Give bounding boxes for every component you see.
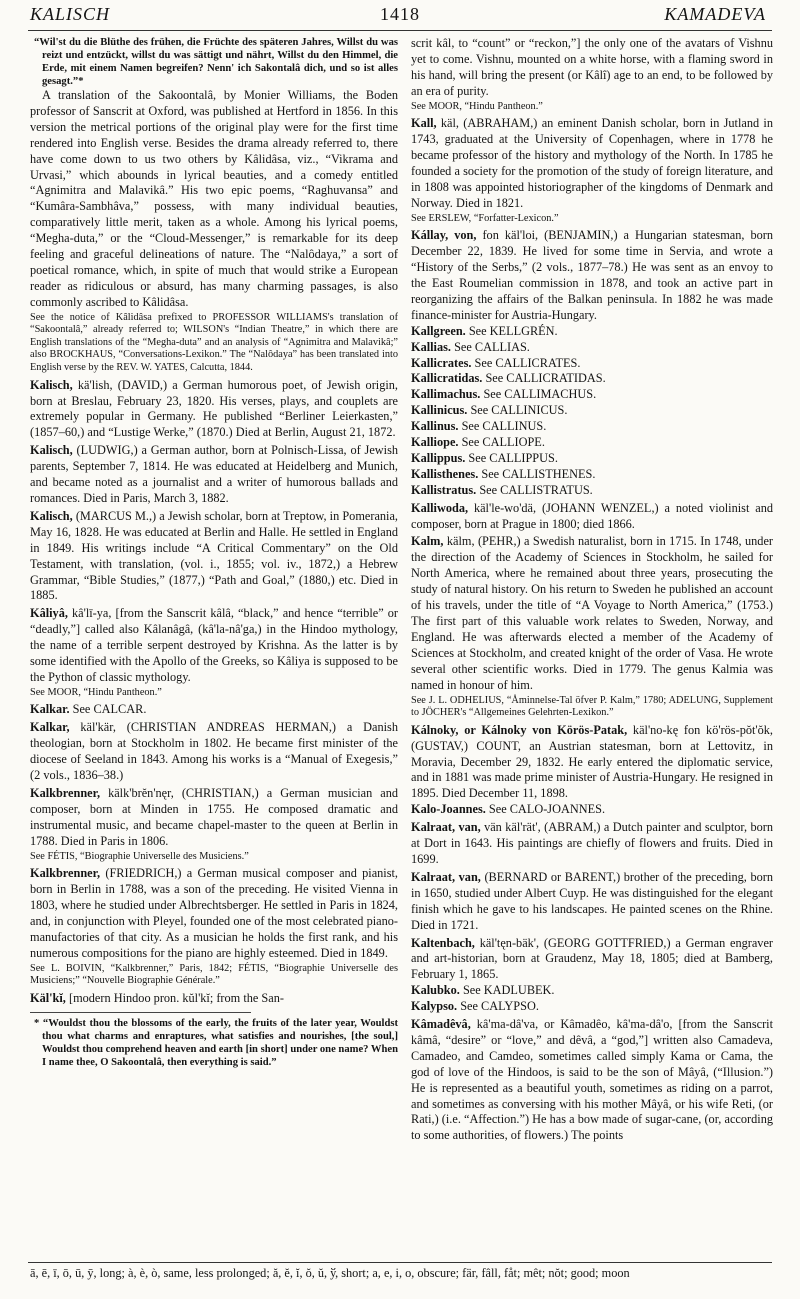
entry-text: [modern Hindoo pron. kŭl'kĭ; from the San- [68,990,284,1005]
entry-text: See CALLICRATIDAS. [485,371,606,386]
entry-text: “Wil'st du die Blüthe des frühen, die Früchte des späteren Jahres, Willst du was reizt und entzückt, willst du was sättigt und nährt, Willst du den Himmel, die Erde, mit einem Namen begreifen? Nenn' ich Sakontalâ dich, und so ist alles gesagt.”* [34,37,398,87]
dictionary-entry [411,802,773,818]
dictionary-entry [411,435,773,451]
entry-headword: Kalliope. [411,435,459,450]
entry-headword: Kalkar. [30,702,70,717]
entry-headword: Kalisch, [30,443,73,458]
entry-headword: Kalkbrenner, [30,866,101,881]
dictionary-entry [30,786,398,850]
dictionary-entry [411,116,773,211]
verse-quote [30,36,398,88]
entry-text: See CALLIAS. [454,339,530,354]
entry-headword: Kalubko. [411,983,460,998]
entry-text: See FÉTIS, “Biographie Universelle des Musiciens.” [30,850,249,862]
header-rule [28,30,772,31]
page-number: 1418 [380,4,420,24]
pronunciation-key: ā, ē, ī, ō, ū, ȳ, long; à, è, ò, same, less prolonged; ă, ĕ, ĭ, ŏ, ŭ, ў, short; a, e, i, o, obscure; fär, fâll, fåt; mêt; nŏt; good; moon [30,1266,630,1280]
entry-text: See CALO-JOANNES. [488,802,606,817]
running-header [30,4,770,30]
entry-headword: Kállay, von, [411,228,477,243]
dictionary-entry [411,820,773,868]
entry-text: See the notice of Kâlidâsa prefixed to PROFESSOR WILLIAMS's translation of “Sakoontalâ,” already referred to; WILSON's “Indian Theatre,” in which there are English translations of the “Megha-duta” and an analysis of “Agnimitra and Malavikâ;” also BROCKHAUS, “Conversations-Lexikon.” The “Nalôdaya” has been translated into English verse by the REV. W. YATES, Calcutta, 1844. [30,311,398,374]
footer-rule [28,1262,772,1263]
dictionary-entry [30,866,398,961]
entry-text: scrit kâl, to “count” or “reckon,”] the only one of the avatars of Vishnu yet to come. Vishnu, mounted on a white horse, with a flaming sword in his hand, will bring the present (or Kâlî) age to an end, to be followed by an era of purity. [411,36,773,98]
dictionary-entry [411,467,773,483]
dictionary-entry [411,723,773,803]
reference-note [30,963,398,988]
entry-headword: Kallicrates. [411,355,472,370]
entry-text: See J. L. ODHELIUS, “Åminnelse-Tal öfver P. Kalm,” 1780; ADELUNG, Supplement to JÖCHER's “Allgemeines Gelehrten-Lexikon.” [411,694,773,719]
entry-text: (FRIEDRICH,) a German musical composer and pianist, born in Berlin in 1788, was a son of the preceding. He visited Vienna in 1803, where he studied under Albrechtsberger. He settled in Paris in 1824, and, in conjunction with Pleyel, founded one of the most celebrated piano-manufactories of that city. As a musician he holds the first rank, and his numerous compositions for the piano are highly esteemed. Died in 1849. [30,866,398,960]
entry-text: (LUDWIG,) a German author, born at Polnisch-Lissa, of Jewish parents, September 7, 1814. He was educated at Heidelberg and Munich, and became noted as a journalist and a writer of humorous ballads and romances. Died in Paris, March 3, 1882. [30,443,398,505]
dictionary-entry [411,999,773,1015]
dictionary-entry [411,36,773,100]
entry-text: See KADLUBEK. [462,983,555,998]
entry-text: See CALLIMACHUS. [483,387,597,402]
dictionary-entry [411,483,773,499]
dictionary-entry [411,983,773,999]
dictionary-entry [411,403,773,419]
dictionary-entry [30,991,398,1007]
dictionary-entry [411,534,773,693]
entry-headword: Kalkbrenner, [30,786,101,800]
entry-text: kâ'lī-ya, [from the Sanscrit kâlâ, “black,” and hence “terrible” or “deadly,”] called also Kâlanâgâ, (kâ'la-nâ'ga,) in the Hindoo mythology, the name of a terrible serpent destroyed by Krishna. As the latter is by some identified with the Apollo of the Greeks, so Kâliya is supposed to be the Python of classic mythology. [30,606,398,684]
entry-text: See ERSLEW, “Forfatter-Lexicon.” [411,212,559,224]
entry-text: See CALLINUS. [461,419,547,434]
entry-text: käl, (ABRAHAM,) an eminent Danish scholar, born in Jutland in 1743, graduated at the University of Copenhagen, where in 1778 he became professor of the history and mythology of the North. In 1785 he founded a society for the promotion of the study of foreign literature, and in 1808 was appointed historiographer of the kingdoms of Denmark and Norway. Died in 1821. [411,116,773,210]
header-first-headword: KALISCH [30,4,111,24]
entry-headword: Kalraat, van, [411,820,481,835]
entry-headword: Kalisch, [30,377,73,392]
reference-note [30,312,398,375]
entry-headword: Kallgreen. [411,323,466,338]
dictionary-entry [411,340,773,356]
entry-headword: Kalisch, [30,508,73,523]
reference-note [411,695,773,720]
reference-note [30,687,398,700]
dictionary-entry [411,870,773,934]
dictionary-entry [411,228,773,323]
entry-text: See CALYPSO. [460,999,539,1014]
entry-headword: Kalkar, [30,720,70,735]
entry-text: See KELLGRÉN. [468,323,558,338]
entry-headword: Kâliyâ, [30,606,68,621]
entry-headword: Kallicratidas. [411,371,483,386]
entry-headword: Kalliwoda, [411,500,469,515]
dictionary-entry [30,720,398,784]
entry-text: vän käl'rät', (ABRAM,) a Dutch painter and sculptor, born at Dort in 1643. His paintings are chiefly of flowers and fruits. Died in 1699. [411,820,773,866]
footnote-rule [30,1012,251,1013]
entry-text: kälm, (PEHR,) a Swedish naturalist, born in 1715. In 1748, under the direction of the Academy of Sciences in Stockholm, he sailed for North America, where he remained about three years, prosecuting the study of natural history. On his return to Sweden he published an account of his travels, under the title of “A Voyage to North America,” (1753.) The first part of this valuable work relates to Sweden, Norway, and England. He was afterwards elected a member of the Academy of Sciences at Stockholm, and created knight of the order of Vasa. He wrote several other scientific works. Died in 1779. The genus Kalmia was named in honour of him. [411,534,773,692]
entry-headword: Kall, [411,116,437,131]
entry-headword: Kallinicus. [411,403,468,418]
entry-headword: Kallimachus. [411,387,481,402]
entry-text: See CALLIOPE. [461,435,545,450]
reference-note [411,213,773,226]
entry-text: fon käl'loi, (BENJAMIN,) a Hungarian statesman, born December 22, 1839. He lived for some time in Servia, and wrote a “History of the Serbs,” (2 vols., 1877–78.) He was sent as an envoy to the East Roumelian commission in 1878, and took an active part in reorganizing the affairs of the Balkan peninsula. In 1882 he was made finance-minister for Austria-Hungary. [411,228,773,322]
entry-headword: Kalypso. [411,999,458,1014]
entry-headword: Kálnoky, or Kálnoky von Körös-Patak, [411,722,628,737]
entry-text: See CALCAR. [72,702,147,717]
right-column [411,36,773,1258]
dictionary-entry [411,1017,773,1144]
header-last-headword: KAMADEVA [664,4,766,24]
entry-headword: Kallinus. [411,419,459,434]
entry-headword: Kalm, [411,534,444,549]
dictionary-entry [411,324,773,340]
entry-text: käl'tęn-bäk', (GEORG GOTTFRIED,) a German engraver and art-historian, born at Graudenz, May 18, 1805; died at Bamberg, February 1, 1865. [411,935,773,982]
left-column [30,36,398,1258]
reference-note [30,851,398,864]
dictionary-entry [411,936,773,984]
dictionary-entry [411,371,773,387]
entry-text: * “Wouldst thou the blossoms of the early, the fruits of the later year, Wouldst thou what charms and enraptures, what satisfies and nourishes, [the soul,] Wouldst thou comprehend heaven and earth [in short] under one name? When I name thee, O Sakoontalâ, then everything is said.” [34,1017,398,1068]
entry-text: See CALLISTRATUS. [479,482,593,497]
entry-headword: Kaltenbach, [411,935,475,950]
dictionary-entry [30,443,398,507]
entry-text: See CALLICRATES. [474,355,581,370]
entry-headword: Kâmadêvâ, [411,1017,471,1032]
entry-text: See L. BOIVIN, “Kalkbrenner,” Paris, 1842; FÉTIS, “Biographie Universelle des Musiciens;” “Nouvelle Biographie Générale.” [30,962,398,987]
dictionary-entry [411,356,773,372]
entry-text: See MOOR, “Hindu Pantheon.” [411,100,543,112]
entry-text: kä'lish, (DAVID,) a German humorous poet, of Jewish origin, born at Breslau, February 23, 1820. His verses, plays, and couplets are extremely popular in Germany. He published “Berliner Leierkasten,” (1857–60,) and “Lustige Werke,” (1870.) Died at Berlin, August 21, 1872. [30,377,398,440]
entry-text: See MOOR, “Hindu Pantheon.” [30,686,162,698]
entry-headword: Käl'kĭ, [30,990,66,1005]
entry-headword: Kallistratus. [411,482,477,497]
entry-text: A translation of the Sakoontalâ, by Monier Williams, the Boden professor of Sanscrit at Oxford, was published at Hertford in 1856. In this version the metrical portions of the original play were for the first time rendered into English verse. Besides the drama already referred to, there have come down to us two others by Kâlidâsa, viz., “Vikrama and Urvasi,” which abounds in lyrical beauties, and a comedy entitled “Agnimitra and Malavikâ.” His two epic poems, “Raghuvansa” and “Kumâra-Sambhâva,” possess, with many individual beauties, comparatively little merit, taken as a whole. Among his lyrical poems, “Megha-duta,” or the “Cloud-Messenger,” is remarkable for its deep feeling and graceful delineations of nature. The “Nalôdaya,” a sort of poetical romance, which, in spite of much that would strike a European reader as ridiculous or absurd, has many charming passages, is also commonly ascribed to Kâlidâsa. [30,88,398,309]
paragraph [30,88,398,311]
dictionary-entry [30,378,398,442]
entry-text: See CALLISTHENES. [481,466,596,481]
reference-note [411,101,773,114]
dictionary-entry [411,501,773,533]
entry-headword: Kallippus. [411,450,466,465]
dictionary-entry [30,606,398,686]
dictionary-entry [411,451,773,467]
entry-text: käl'le-wo'dä, (JOHANN WENZEL,) a noted violinist and composer, born at Prague in 1800; died 1866. [411,500,773,531]
entry-text: kälk'brĕn'nęr, (CHRISTIAN,) a German musician and composer, born at Minden in 1755. He composed dramatic and instrumental music, and became chapel-master to the queen at Berlin in 1788. Died in Paris in 1806. [30,786,398,848]
entry-text: (MARCUS M.,) a Jewish scholar, born at Treptow, in Pomerania, May 16, 1828. He was educated at Berlin and Halle. He settled in England in 1849. His writings include “A Critical Commentary” on the Old Testament, with translation, (vol. i., 1855; vol. iv., 1872,) a Hebrew Grammar, “Bible Studies,” (1877,) “Path and Goal,” (1880,) etc. Died in 1885. [30,508,398,603]
dictionary-entry [411,387,773,403]
entry-text: käl'kär, (CHRISTIAN ANDREAS HERMAN,) a Danish theologian, born at Stockholm in 1802. He became first minister of the diocese of Seeland in 1843. Among his works is a “Manual of Exegesis,” (2 vols., 1836–38.) [30,720,398,783]
entry-headword: Kalo-Joannes. [411,802,486,817]
dictionary-entry [30,702,398,718]
entry-text: (BERNARD or BARENT,) brother of the preceding, born in 1650, studied under Albert Cuyp. He was distinguished for the elegant finish which he gave to his landscapes. He painted scenes on the Rhine. Died in 1721. [411,869,773,932]
footnote [30,1017,398,1069]
dictionary-entry [30,509,398,604]
entry-headword: Kalraat, van, [411,869,481,884]
entry-headword: Kallisthenes. [411,466,479,481]
entry-headword: Kallias. [411,339,451,354]
entry-text: See CALLIPPUS. [468,450,558,465]
dictionary-entry [411,419,773,435]
entry-text: See CALLINICUS. [470,403,568,418]
entry-text: kâ'ma-dâ'va, or Kâmadêo, kâ'ma-dâ'o, [from the Sanscrit kâmâ, “desire” or “love,” and dêvâ, a “god,”] written also Camadeva, Camadeo, and Camdeo, sometimes called simply Kama or Cama, the god of love of the Hindoos, is said to be the son of Mâyâ, (“Illusion.”) He is represented as a beautiful youth, sometimes as riding on a parrot, and sometimes as conversing with his mother Mâyâ, or his wife Reti, (or Rati,) (i.e. “Affection.”) He has a bow made of sugar-cane, (or, according to some authorities, of flowers.) The points [411,1017,773,1143]
entry-text: käl'no-kę fon kö'rös-pŏt'ŏk, (GUSTAV,) COUNT, an Austrian statesman, born at Lettovitz, in Moravia, December 29, 1832. He early entered the diplomatic service, and in 1881 was made prime minister of Austria-Hungary. He resigned in 1895. Died December 11, 1898. [411,722,773,801]
